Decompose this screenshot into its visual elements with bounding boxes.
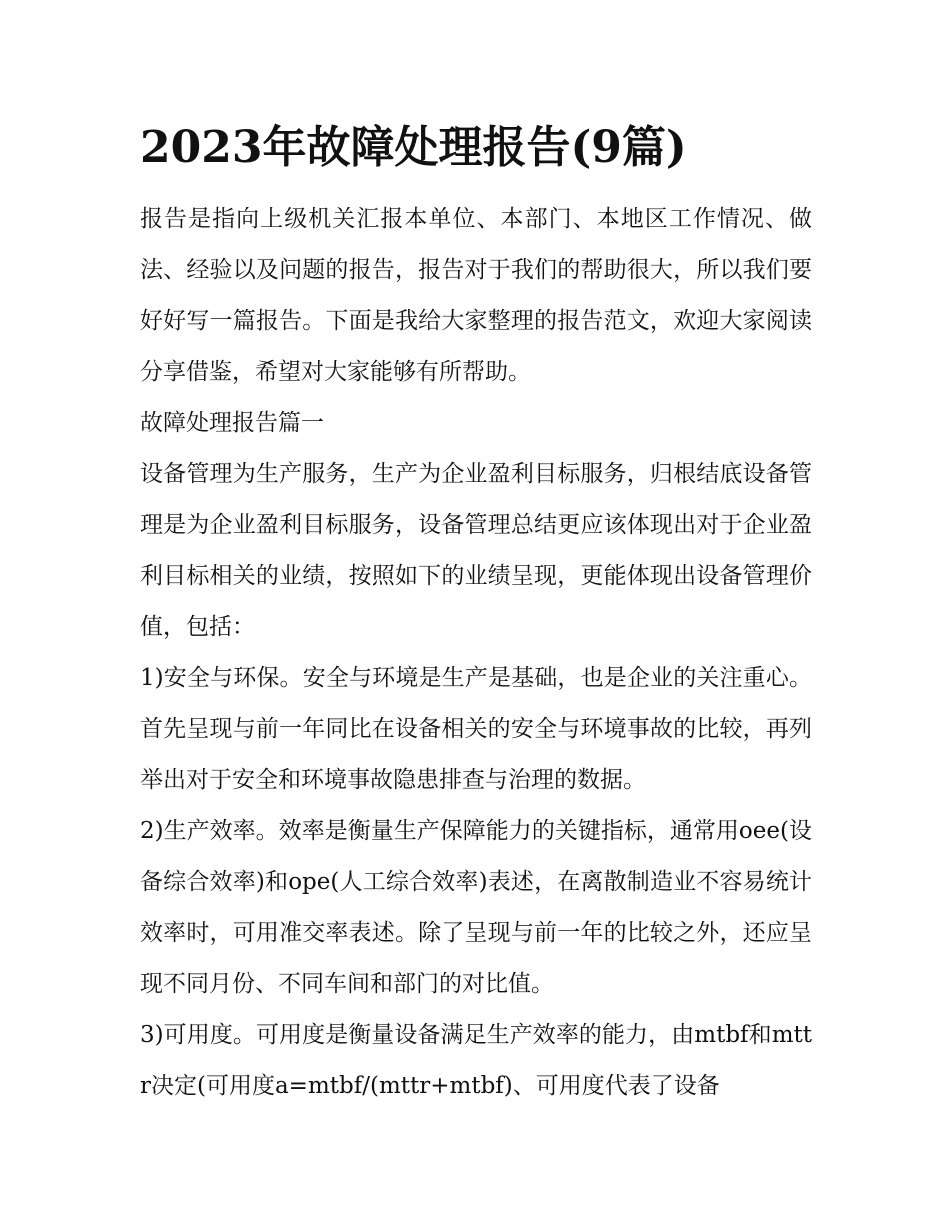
- intro-paragraph: 报告是指向上级机关汇报本单位、本部门、本地区工作情况、做法、经验以及问题的报告，报告对于我们的帮助很大，所以我们要好好写一篇报告。下面是我给大家整理的报告范文，欢迎大家阅读分享借鉴，希望对大家能够有所帮助。: [140, 206, 812, 385]
- body-paragraph-4: 3)可用度。可用度是衡量设备满足生产效率的能力，由mtbf和mttr决定(可用度a=mtbf/(mttr+mtbf)、可用度代表了设备: [140, 1022, 812, 1099]
- body-paragraph-2: 1)安全与环保。安全与环境是生产是基础，也是企业的关注重心。首先呈现与前一年同比在设备相关的安全与环境事故的比较，再列举出对于安全和环境事故隐患排查与治理的数据。: [140, 665, 812, 793]
- body-paragraph-3: 2)生产效率。效率是衡量生产保障能力的关键指标，通常用oee(设备综合效率)和ope(人工综合效率)表述，在离散制造业不容易统计效率时，可用准交率表述。除了呈现与前一年的比较之外，还应呈现不同月份、不同车间和部门的对比值。: [140, 818, 812, 997]
- document-body: [140, 118, 812, 1112]
- document-title: 2023年故障处理报告(9篇): [140, 122, 687, 173]
- body-paragraph-1: 设备管理为生产服务，生产为企业盈利目标服务，归根结底设备管理是为企业盈利目标服务，设备管理总结更应该体现出对于企业盈利目标相关的业绩，按照如下的业绩呈现，更能体现出设备管理价值，包括：: [140, 461, 812, 640]
- section-heading: 故障处理报告篇一: [140, 410, 324, 436]
